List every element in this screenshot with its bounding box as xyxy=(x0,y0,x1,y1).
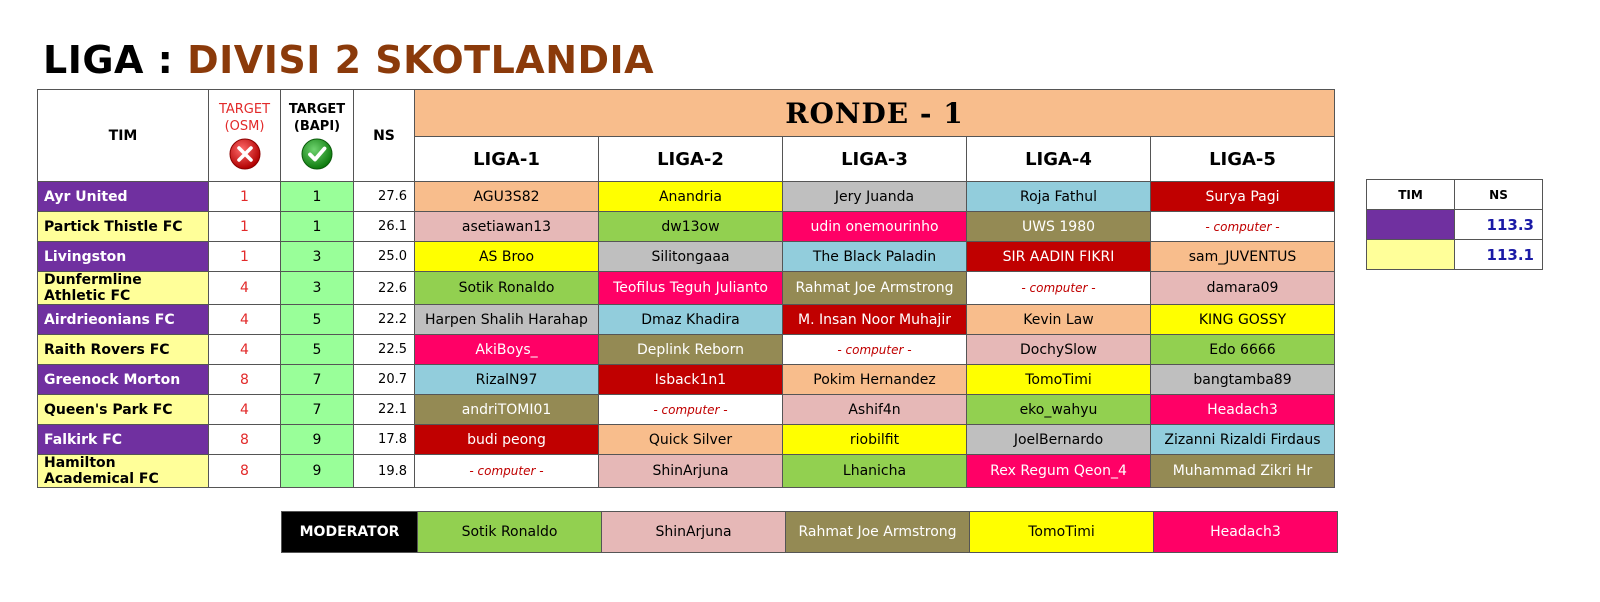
ns-value: 22.1 xyxy=(354,395,415,425)
moderator-cell: ShinArjuna xyxy=(602,512,786,553)
player-cell: Quick Silver xyxy=(599,425,783,455)
player-cell: bangtamba89 xyxy=(1151,365,1335,395)
target-osm-value: 4 xyxy=(209,305,281,335)
ns-value: 25.0 xyxy=(354,242,415,272)
player-cell: AkiBoys_ xyxy=(415,335,599,365)
target-osm-value: 1 xyxy=(209,242,281,272)
summary-header-tim: TIM xyxy=(1367,180,1455,210)
header-ns: NS xyxy=(354,90,415,182)
table-row xyxy=(38,305,1335,335)
table-row xyxy=(38,425,1335,455)
green-check-badge-icon xyxy=(301,138,333,170)
red-x-badge-icon xyxy=(229,138,261,170)
ns-value: 20.7 xyxy=(354,365,415,395)
target-bapi-value: 7 xyxy=(281,365,354,395)
title-league-name: DIVISI 2 SKOTLANDIA xyxy=(187,38,655,82)
player-cell: dw13ow xyxy=(599,212,783,242)
player-cell: Anandria xyxy=(599,182,783,212)
header-tim: TIM xyxy=(38,90,209,182)
player-cell: - computer - xyxy=(783,335,967,365)
player-cell: Rahmat Joe Armstrong xyxy=(783,272,967,305)
team-name: Greenock Morton xyxy=(38,365,209,395)
league-header: LIGA-4 xyxy=(967,137,1151,182)
player-cell: Deplink Reborn xyxy=(599,335,783,365)
header-target-bapi-label: TARGET (BAPI) xyxy=(288,102,346,134)
summary-ns-value: 113.3 xyxy=(1455,210,1543,240)
target-osm-value: 1 xyxy=(209,212,281,242)
player-cell: Harpen Shalih Harahap xyxy=(415,305,599,335)
player-cell: damara09 xyxy=(1151,272,1335,305)
player-cell: Dmaz Khadira xyxy=(599,305,783,335)
player-cell: JoelBernardo xyxy=(967,425,1151,455)
standings-table xyxy=(37,89,1335,488)
player-cell: AS Broo xyxy=(415,242,599,272)
team-color-swatch xyxy=(1367,210,1455,240)
table-row xyxy=(38,455,1335,488)
player-cell: udin onemourinho xyxy=(783,212,967,242)
header-target-osm xyxy=(209,90,281,182)
team-name: Queen's Park FC xyxy=(38,395,209,425)
player-cell: The Black Paladin xyxy=(783,242,967,272)
ns-value: 22.2 xyxy=(354,305,415,335)
ns-value: 17.8 xyxy=(354,425,415,455)
header-target-bapi xyxy=(281,90,354,182)
title-prefix: LIGA : xyxy=(43,38,188,82)
player-cell: Headach3 xyxy=(1151,395,1335,425)
target-osm-value: 8 xyxy=(209,425,281,455)
player-cell: eko_wahyu xyxy=(967,395,1151,425)
player-cell: Edo 6666 xyxy=(1151,335,1335,365)
player-cell: - computer - xyxy=(967,272,1151,305)
player-cell: Kevin Law xyxy=(967,305,1151,335)
player-cell: Jery Juanda xyxy=(783,182,967,212)
team-color-swatch xyxy=(1367,240,1455,270)
table-row xyxy=(38,395,1335,425)
player-cell: Zizanni Rizaldi Firdaus xyxy=(1151,425,1335,455)
target-bapi-value: 3 xyxy=(281,272,354,305)
team-name: Falkirk FC xyxy=(38,425,209,455)
player-cell: DochySlow xyxy=(967,335,1151,365)
league-header: LIGA-2 xyxy=(599,137,783,182)
player-cell: Teofilus Teguh Julianto xyxy=(599,272,783,305)
player-cell: Ashif4n xyxy=(783,395,967,425)
player-cell: Pokim Hernandez xyxy=(783,365,967,395)
player-cell: andriTOMI01 xyxy=(415,395,599,425)
player-cell: AGU3S82 xyxy=(415,182,599,212)
table-row xyxy=(38,242,1335,272)
player-cell: - computer - xyxy=(599,395,783,425)
player-cell: Silitongaaa xyxy=(599,242,783,272)
ns-value: 22.6 xyxy=(354,272,415,305)
moderator-cell: Sotik Ronaldo xyxy=(418,512,602,553)
player-cell: asetiawan13 xyxy=(415,212,599,242)
table-row xyxy=(38,182,1335,212)
target-osm-value: 8 xyxy=(209,455,281,488)
target-bapi-value: 1 xyxy=(281,212,354,242)
ns-value: 27.6 xyxy=(354,182,415,212)
target-bapi-value: 5 xyxy=(281,305,354,335)
moderator-cell: Rahmat Joe Armstrong xyxy=(786,512,970,553)
round-banner: RONDE - 1 xyxy=(415,90,1335,137)
page-title xyxy=(43,38,654,82)
target-osm-value: 4 xyxy=(209,335,281,365)
summary-row xyxy=(1367,210,1543,240)
player-cell: Sotik Ronaldo xyxy=(415,272,599,305)
target-bapi-value: 1 xyxy=(281,182,354,212)
player-cell: Isback1n1 xyxy=(599,365,783,395)
target-bapi-value: 9 xyxy=(281,455,354,488)
player-cell: Lhanicha xyxy=(783,455,967,488)
player-cell: M. Insan Noor Muhajir xyxy=(783,305,967,335)
league-header: LIGA-3 xyxy=(783,137,967,182)
summary-table xyxy=(1366,179,1543,270)
player-cell: SIR AADIN FIKRI xyxy=(967,242,1151,272)
player-cell: Rex Regum Qeon_4 xyxy=(967,455,1151,488)
player-cell: UWS 1980 xyxy=(967,212,1151,242)
team-name: Partick Thistle FC xyxy=(38,212,209,242)
team-name: Hamilton Academical FC xyxy=(38,455,209,488)
target-bapi-value: 5 xyxy=(281,335,354,365)
summary-row xyxy=(1367,240,1543,270)
player-cell: sam_JUVENTUS xyxy=(1151,242,1335,272)
player-cell: TomoTimi xyxy=(967,365,1151,395)
table-row xyxy=(38,272,1335,305)
target-bapi-value: 3 xyxy=(281,242,354,272)
table-row xyxy=(38,212,1335,242)
target-osm-value: 8 xyxy=(209,365,281,395)
player-cell: Roja Fathul xyxy=(967,182,1151,212)
player-cell: Muhammad Zikri Hr xyxy=(1151,455,1335,488)
moderator-cell: TomoTimi xyxy=(970,512,1154,553)
summary-header-ns: NS xyxy=(1455,180,1543,210)
team-name: Raith Rovers FC xyxy=(38,335,209,365)
player-cell: budi peong xyxy=(415,425,599,455)
header-target-osm-label: TARGET (OSM) xyxy=(218,102,271,134)
player-cell: riobilfit xyxy=(783,425,967,455)
table-row xyxy=(38,335,1335,365)
player-cell: Surya Pagi xyxy=(1151,182,1335,212)
ns-value: 26.1 xyxy=(354,212,415,242)
table-row xyxy=(38,365,1335,395)
target-osm-value: 1 xyxy=(209,182,281,212)
summary-ns-value: 113.1 xyxy=(1455,240,1543,270)
league-header: LIGA-5 xyxy=(1151,137,1335,182)
league-header: LIGA-1 xyxy=(415,137,599,182)
target-osm-value: 4 xyxy=(209,272,281,305)
player-cell: KING GOSSY xyxy=(1151,305,1335,335)
target-osm-value: 4 xyxy=(209,395,281,425)
team-name: Ayr United xyxy=(38,182,209,212)
moderator-table xyxy=(281,511,1338,553)
team-name: Livingston xyxy=(38,242,209,272)
target-bapi-value: 9 xyxy=(281,425,354,455)
ns-value: 19.8 xyxy=(354,455,415,488)
team-name: Dunfermline Athletic FC xyxy=(38,272,209,305)
moderator-cell: Headach3 xyxy=(1154,512,1338,553)
team-name: Airdrieonians FC xyxy=(38,305,209,335)
ns-value: 22.5 xyxy=(354,335,415,365)
player-cell: RizalN97 xyxy=(415,365,599,395)
player-cell: - computer - xyxy=(415,455,599,488)
player-cell: ShinArjuna xyxy=(599,455,783,488)
moderator-label: MODERATOR xyxy=(282,512,418,553)
player-cell: - computer - xyxy=(1151,212,1335,242)
target-bapi-value: 7 xyxy=(281,395,354,425)
